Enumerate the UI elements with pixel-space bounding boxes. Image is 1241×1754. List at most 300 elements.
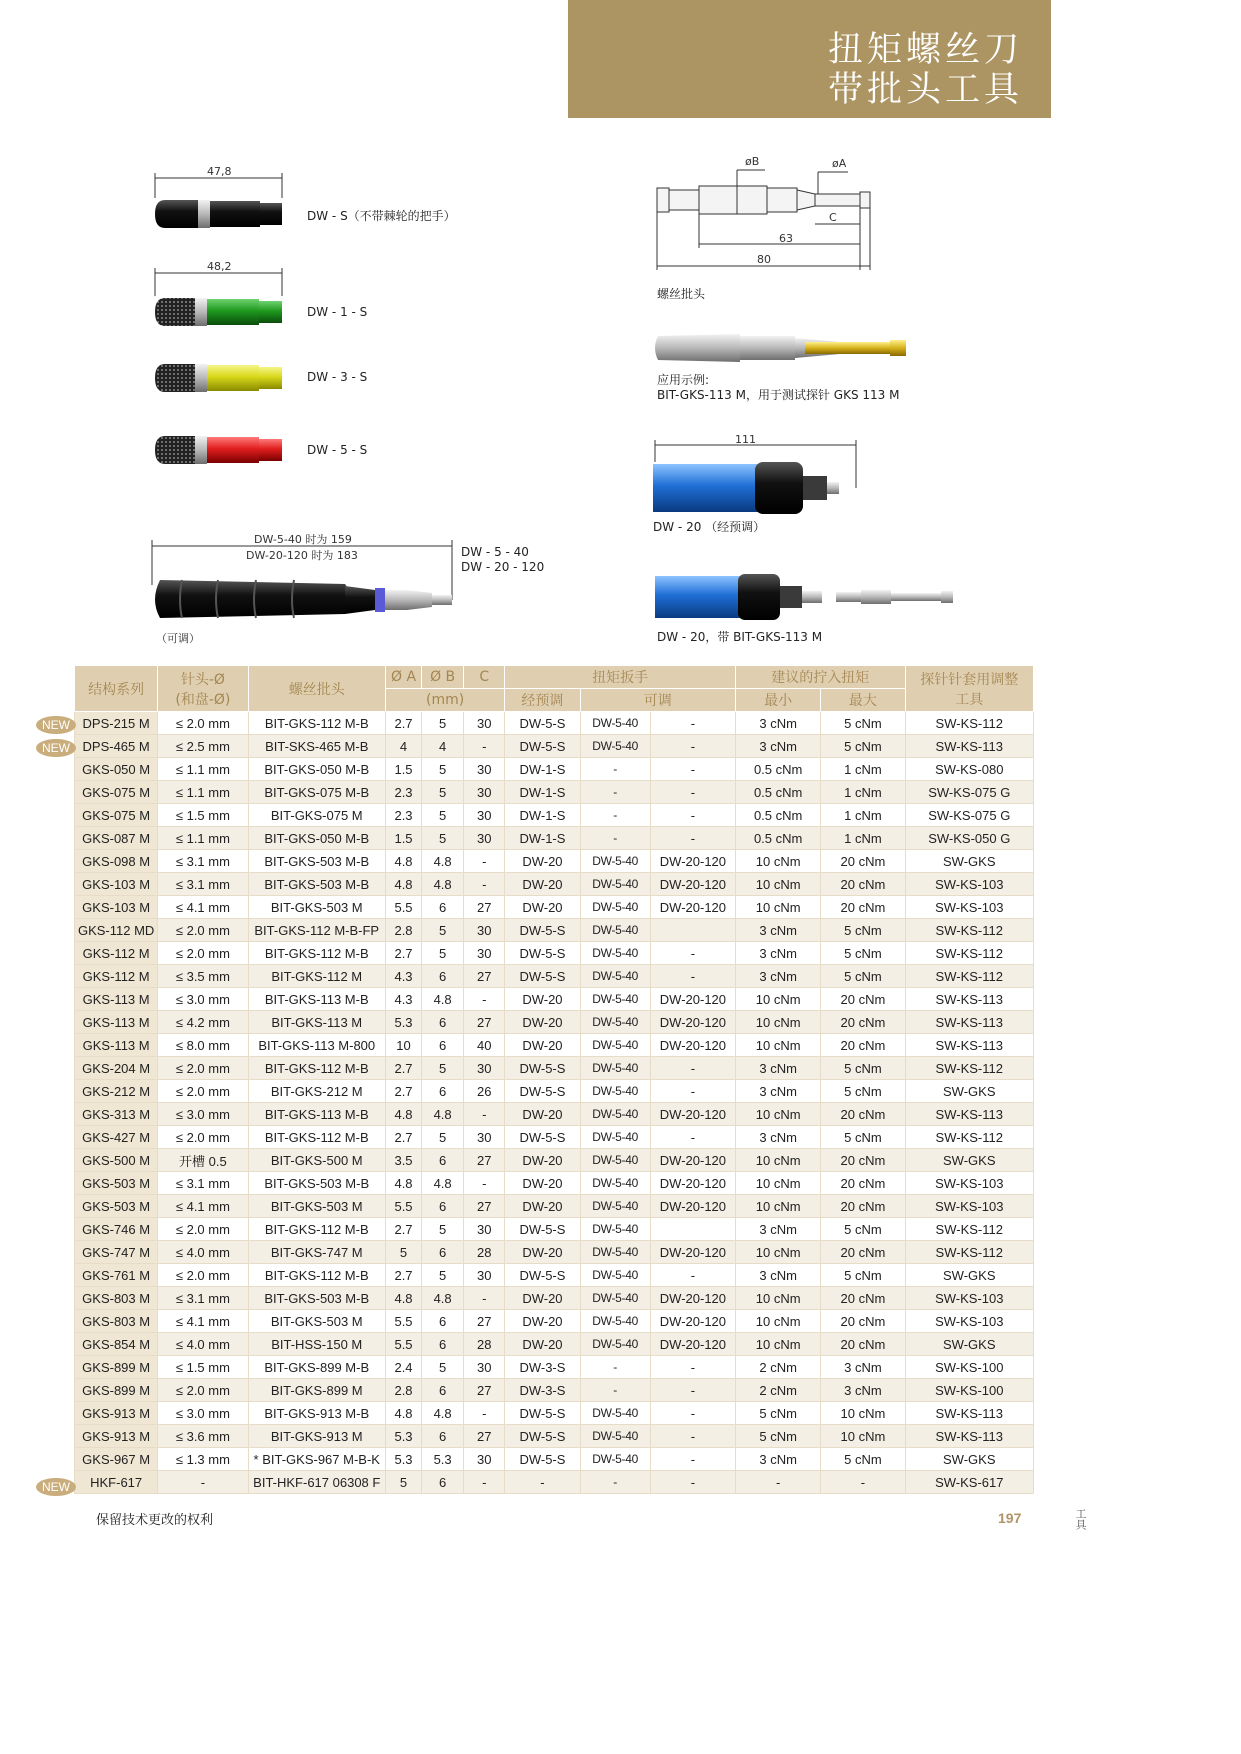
cell-oa: 2.7	[385, 1218, 421, 1241]
cell-torque-max: 5 cNm	[821, 1448, 905, 1471]
cell-oa: 4.8	[385, 1402, 421, 1425]
cell-adjustable-large	[650, 1218, 735, 1241]
cell-adjustable-large: -	[650, 781, 735, 804]
cell-torque-min: 3 cNm	[736, 1264, 821, 1287]
cell-tip: ≤ 4.2 mm	[158, 1011, 248, 1034]
header-adjustable: 可调	[580, 689, 735, 712]
table-row	[75, 781, 1034, 804]
cell-oa: 4	[385, 735, 421, 758]
cell-ob: 6	[422, 1379, 464, 1402]
cell-series: GKS-913 M	[75, 1425, 158, 1448]
table-row	[75, 1057, 1034, 1080]
header-series: 结构系列	[75, 666, 158, 712]
cell-ob: 4.8	[422, 1402, 464, 1425]
table-row	[75, 1080, 1034, 1103]
cell-adjust-tool: SW-KS-112	[905, 1218, 1033, 1241]
cell-series: GKS-746 M	[75, 1218, 158, 1241]
cell-series: GKS-899 M	[75, 1356, 158, 1379]
cell-adjust-tool: SW-KS-112	[905, 1057, 1033, 1080]
cell-oa: 2.7	[385, 942, 421, 965]
cell-adjust-tool: SW-KS-112	[905, 965, 1033, 988]
cell-adjustable-small: DW-5-40	[580, 1425, 650, 1448]
cell-torque-max: 3 cNm	[821, 1356, 905, 1379]
dw-s-dimension: 47,8	[207, 165, 232, 178]
table-row	[75, 850, 1034, 873]
page-title-line1: 扭矩螺丝刀	[827, 30, 1023, 70]
cell-ob: 5	[422, 712, 464, 735]
cell-bit: BIT-SKS-465 M-B	[248, 735, 385, 758]
cell-tip: ≤ 1.1 mm	[158, 827, 248, 850]
header-mm: (mm)	[385, 689, 504, 712]
cell-adjust-tool: SW-KS-112	[905, 712, 1033, 735]
cell-c: 26	[464, 1080, 505, 1103]
cell-adjust-tool: SW-KS-112	[905, 1126, 1033, 1149]
cell-ob: 6	[422, 1310, 464, 1333]
cell-torque-max: 5 cNm	[821, 919, 905, 942]
cell-series: GKS-313 M	[75, 1103, 158, 1126]
handle-dw-20-with-bit	[655, 574, 953, 620]
cell-bit: BIT-GKS-913 M-B	[248, 1402, 385, 1425]
cell-adjust-tool: SW-GKS	[905, 1264, 1033, 1287]
cell-torque-min: 3 cNm	[736, 942, 821, 965]
cell-adjust-tool: SW-KS-103	[905, 1287, 1033, 1310]
cell-torque-max: 5 cNm	[821, 1057, 905, 1080]
cell-series: GKS-747 M	[75, 1241, 158, 1264]
cell-adjust-tool: SW-KS-103	[905, 896, 1033, 919]
cell-adjust-tool: SW-GKS	[905, 850, 1033, 873]
cell-c: 30	[464, 1264, 505, 1287]
cell-adjustable-small: DW-5-40	[580, 896, 650, 919]
cell-bit: BIT-GKS-747 M	[248, 1241, 385, 1264]
cell-torque-max: 5 cNm	[821, 942, 905, 965]
cell-preset: DW-20	[505, 850, 580, 873]
cell-torque-min: -	[736, 1471, 821, 1494]
cell-torque-min: 3 cNm	[736, 1057, 821, 1080]
cell-bit: BIT-GKS-112 M-B	[248, 712, 385, 735]
cell-adjust-tool: SW-KS-113	[905, 1011, 1033, 1034]
adjustable-note: （可调）	[156, 632, 200, 645]
cell-adjust-tool: SW-KS-113	[905, 1425, 1033, 1448]
page-number: 197	[998, 1510, 1022, 1526]
cell-tip: ≤ 3.5 mm	[158, 965, 248, 988]
cell-c: -	[464, 988, 505, 1011]
cell-adjustable-small: DW-5-40	[580, 1241, 650, 1264]
table-row	[75, 965, 1034, 988]
cell-oa: 5.5	[385, 1310, 421, 1333]
table-row	[75, 1126, 1034, 1149]
adjustable-dimension-2: DW-20-120 时为 183	[246, 549, 358, 562]
header-tool	[905, 666, 1033, 712]
cell-torque-min: 2 cNm	[736, 1356, 821, 1379]
cell-torque-max: 5 cNm	[821, 1126, 905, 1149]
cell-series: GKS-112 M	[75, 942, 158, 965]
cell-ob: 4.8	[422, 988, 464, 1011]
cell-oa: 5	[385, 1241, 421, 1264]
cell-adjust-tool: SW-KS-113	[905, 735, 1033, 758]
example-title: 应用示例:	[657, 373, 710, 387]
cell-adjustable-large: -	[650, 1402, 735, 1425]
cell-adjust-tool: SW-KS-100	[905, 1356, 1033, 1379]
cell-series: GKS-913 M	[75, 1402, 158, 1425]
cell-ob: 6	[422, 965, 464, 988]
cell-tip: ≤ 3.1 mm	[158, 1172, 248, 1195]
cell-ob: 6	[422, 896, 464, 919]
cell-torque-min: 10 cNm	[736, 1241, 821, 1264]
table-row	[75, 1103, 1034, 1126]
cell-torque-max: 1 cNm	[821, 781, 905, 804]
cell-adjustable-large: -	[650, 1080, 735, 1103]
table-row	[75, 896, 1034, 919]
cell-bit: BIT-HSS-150 M	[248, 1333, 385, 1356]
cell-adjustable-small: DW-5-40	[580, 1034, 650, 1057]
cell-ob: 6	[422, 1195, 464, 1218]
cell-torque-min: 0.5 cNm	[736, 827, 821, 850]
cell-c: 30	[464, 1218, 505, 1241]
cell-oa: 4.3	[385, 965, 421, 988]
cell-bit: BIT-GKS-075 M-B	[248, 781, 385, 804]
cell-series: GKS-103 M	[75, 873, 158, 896]
cell-preset: DW-5-S	[505, 1402, 580, 1425]
cell-c: -	[464, 735, 505, 758]
cell-adjustable-small: DW-5-40	[580, 1103, 650, 1126]
cell-series: GKS-899 M	[75, 1379, 158, 1402]
cell-preset: DW-5-S	[505, 735, 580, 758]
cell-bit: BIT-GKS-899 M	[248, 1379, 385, 1402]
cell-torque-min: 3 cNm	[736, 919, 821, 942]
cell-c: 30	[464, 1057, 505, 1080]
cell-adjust-tool: SW-KS-050 G	[905, 827, 1033, 850]
specification-table	[74, 665, 1034, 1494]
cell-oa: 2.7	[385, 1080, 421, 1103]
cell-torque-max: 20 cNm	[821, 1310, 905, 1333]
cell-oa: 2.7	[385, 1057, 421, 1080]
cell-oa: 2.3	[385, 804, 421, 827]
cell-adjustable-large: -	[650, 942, 735, 965]
cell-preset: DW-20	[505, 1287, 580, 1310]
cell-torque-min: 10 cNm	[736, 896, 821, 919]
cell-oa: 4.3	[385, 988, 421, 1011]
cell-bit: * BIT-GKS-967 M-B-K	[248, 1448, 385, 1471]
cell-c: 30	[464, 781, 505, 804]
cell-torque-min: 0.5 cNm	[736, 758, 821, 781]
cell-adjustable-small: DW-5-40	[580, 1195, 650, 1218]
cell-ob: 6	[422, 1034, 464, 1057]
cell-bit: BIT-GKS-112 M	[248, 965, 385, 988]
cell-torque-max: 5 cNm	[821, 1264, 905, 1287]
cell-ob: 6	[422, 1241, 464, 1264]
cell-tip: ≤ 4.1 mm	[158, 896, 248, 919]
cell-preset: DW-3-S	[505, 1356, 580, 1379]
cell-series: GKS-803 M	[75, 1310, 158, 1333]
cell-adjustable-large: -	[650, 1471, 735, 1494]
cell-oa: 4.8	[385, 1103, 421, 1126]
bit-dim-80: 80	[757, 253, 771, 266]
cell-torque-max: 1 cNm	[821, 758, 905, 781]
cell-tip: ≤ 4.1 mm	[158, 1310, 248, 1333]
cell-torque-max: 10 cNm	[821, 1425, 905, 1448]
cell-adjust-tool: SW-GKS	[905, 1080, 1033, 1103]
cell-adjustable-large: DW-20-120	[650, 1149, 735, 1172]
cell-adjust-tool: SW-KS-100	[905, 1379, 1033, 1402]
table-row	[75, 1402, 1034, 1425]
cell-c: -	[464, 873, 505, 896]
cell-adjustable-small: DW-5-40	[580, 712, 650, 735]
adjustable-label-2: DW - 20 - 120	[461, 560, 545, 574]
handle-dw-1-s	[155, 268, 282, 326]
cell-torque-max: 20 cNm	[821, 1103, 905, 1126]
cell-series: GKS-112 M	[75, 965, 158, 988]
table-body	[75, 712, 1034, 1494]
cell-adjustable-small: DW-5-40	[580, 1287, 650, 1310]
cell-preset: DW-1-S	[505, 804, 580, 827]
table-row	[75, 873, 1034, 896]
cell-torque-min: 10 cNm	[736, 1287, 821, 1310]
footer-note: 保留技术更改的权利	[96, 1513, 214, 1528]
cell-preset: DW-5-S	[505, 1448, 580, 1471]
cell-series: GKS-087 M	[75, 827, 158, 850]
cell-tip: ≤ 1.1 mm	[158, 781, 248, 804]
cell-adjustable-large: DW-20-120	[650, 1103, 735, 1126]
cell-adjustable-large: -	[650, 965, 735, 988]
cell-adjust-tool: SW-KS-113	[905, 988, 1033, 1011]
cell-preset: DW-20	[505, 1149, 580, 1172]
header-tool-line1: 探针针套用调整	[920, 671, 1019, 688]
cell-preset: DW-5-S	[505, 919, 580, 942]
table-row	[75, 1425, 1034, 1448]
table-row	[75, 1011, 1034, 1034]
handle-dw-3-s	[155, 364, 282, 392]
cell-oa: 5.5	[385, 1195, 421, 1218]
cell-torque-min: 10 cNm	[736, 1034, 821, 1057]
cell-tip: ≤ 2.0 mm	[158, 1264, 248, 1287]
cell-adjust-tool: SW-GKS	[905, 1333, 1033, 1356]
cell-adjustable-large: DW-20-120	[650, 1310, 735, 1333]
cell-adjustable-small: -	[580, 1356, 650, 1379]
cell-adjust-tool: SW-GKS	[905, 1149, 1033, 1172]
cell-series: GKS-803 M	[75, 1287, 158, 1310]
cell-adjustable-small: DW-5-40	[580, 850, 650, 873]
table-row	[75, 1310, 1034, 1333]
cell-series: GKS-113 M	[75, 988, 158, 1011]
cell-adjustable-large: DW-20-120	[650, 1287, 735, 1310]
cell-c: -	[464, 1172, 505, 1195]
cell-torque-max: 5 cNm	[821, 712, 905, 735]
cell-c: 27	[464, 965, 505, 988]
dw-1s-dimension: 48,2	[207, 260, 232, 273]
cell-adjustable-small: -	[580, 1471, 650, 1494]
cell-torque-min: 2 cNm	[736, 1379, 821, 1402]
cell-tip: 开槽 0.5	[158, 1149, 248, 1172]
cell-torque-min: 3 cNm	[736, 712, 821, 735]
cell-tip: ≤ 3.0 mm	[158, 1402, 248, 1425]
cell-torque-min: 10 cNm	[736, 1149, 821, 1172]
cell-series: GKS-050 M	[75, 758, 158, 781]
cell-c: -	[464, 850, 505, 873]
table-row	[75, 919, 1034, 942]
cell-adjust-tool: SW-KS-075 G	[905, 804, 1033, 827]
handle-dw-5-s	[155, 436, 282, 464]
table-row	[75, 1471, 1034, 1494]
cell-torque-min: 5 cNm	[736, 1402, 821, 1425]
cell-preset: DW-20	[505, 873, 580, 896]
cell-tip: ≤ 3.0 mm	[158, 988, 248, 1011]
page-title-line2: 带批头工具	[827, 70, 1023, 110]
cell-adjustable-large: -	[650, 804, 735, 827]
cell-preset: DW-5-S	[505, 942, 580, 965]
cell-torque-max: -	[821, 1471, 905, 1494]
cell-oa: 1.5	[385, 758, 421, 781]
cell-preset: DW-1-S	[505, 781, 580, 804]
cell-torque-max: 5 cNm	[821, 1080, 905, 1103]
cell-ob: 6	[422, 1011, 464, 1034]
cell-series: GKS-500 M	[75, 1149, 158, 1172]
cell-bit: BIT-GKS-113 M-800	[248, 1034, 385, 1057]
cell-torque-max: 10 cNm	[821, 1402, 905, 1425]
cell-c: 30	[464, 804, 505, 827]
cell-torque-max: 20 cNm	[821, 1241, 905, 1264]
table-row	[75, 827, 1034, 850]
cell-c: 27	[464, 896, 505, 919]
cell-oa: 2.3	[385, 781, 421, 804]
cell-tip: ≤ 4.0 mm	[158, 1333, 248, 1356]
cell-tip: ≤ 1.5 mm	[158, 804, 248, 827]
cell-oa: 5.3	[385, 1425, 421, 1448]
cell-preset: DW-20	[505, 1195, 580, 1218]
header-ob: Ø B	[422, 666, 464, 689]
cell-ob: 4.8	[422, 850, 464, 873]
adjustable-dimension-1: DW-5-40 时为 159	[254, 533, 352, 546]
cell-adjust-tool: SW-KS-103	[905, 1310, 1033, 1333]
table-row	[75, 758, 1034, 781]
cell-preset: DW-20	[505, 1103, 580, 1126]
header-max: 最大	[821, 689, 905, 712]
cell-tip: ≤ 2.0 mm	[158, 1379, 248, 1402]
cell-series: GKS-854 M	[75, 1333, 158, 1356]
cell-ob: 4.8	[422, 1172, 464, 1195]
cell-bit: BIT-GKS-503 M	[248, 1195, 385, 1218]
cell-preset: DW-5-S	[505, 1425, 580, 1448]
cell-adjust-tool: SW-KS-103	[905, 1195, 1033, 1218]
cell-tip: ≤ 4.1 mm	[158, 1195, 248, 1218]
cell-adjustable-small: DW-5-40	[580, 1057, 650, 1080]
cell-preset: DW-5-S	[505, 1264, 580, 1287]
cell-ob: 5	[422, 1057, 464, 1080]
cell-torque-min: 5 cNm	[736, 1425, 821, 1448]
cell-adjustable-small: DW-5-40	[580, 1080, 650, 1103]
cell-adjust-tool: SW-KS-113	[905, 1402, 1033, 1425]
cell-oa: 2.8	[385, 919, 421, 942]
cell-bit: BIT-GKS-503 M	[248, 896, 385, 919]
cell-adjust-tool: SW-KS-112	[905, 942, 1033, 965]
cell-oa: 4.8	[385, 1172, 421, 1195]
cell-adjustable-small: DW-5-40	[580, 1448, 650, 1471]
table-row	[75, 804, 1034, 827]
cell-oa: 5.3	[385, 1011, 421, 1034]
header-tip	[158, 666, 248, 712]
cell-adjustable-small: -	[580, 1379, 650, 1402]
cell-bit: BIT-GKS-075 M	[248, 804, 385, 827]
cell-adjustable-large: -	[650, 1379, 735, 1402]
table-row	[75, 712, 1034, 735]
cell-bit: BIT-GKS-913 M	[248, 1425, 385, 1448]
cell-adjustable-small: DW-5-40	[580, 1172, 650, 1195]
header-c: C	[464, 666, 505, 689]
cell-bit: BIT-GKS-503 M	[248, 1310, 385, 1333]
table-row	[75, 1333, 1034, 1356]
cell-c: 27	[464, 1425, 505, 1448]
cell-torque-max: 1 cNm	[821, 827, 905, 850]
cell-torque-max: 3 cNm	[821, 1379, 905, 1402]
cell-tip: ≤ 3.6 mm	[158, 1425, 248, 1448]
cell-adjustable-small: -	[580, 804, 650, 827]
table-row	[75, 1356, 1034, 1379]
cell-torque-max: 1 cNm	[821, 804, 905, 827]
cell-preset: DW-20	[505, 1333, 580, 1356]
cell-bit: BIT-GKS-112 M-B	[248, 1218, 385, 1241]
cell-ob: 5	[422, 758, 464, 781]
cell-torque-max: 20 cNm	[821, 1195, 905, 1218]
cell-torque-min: 10 cNm	[736, 1103, 821, 1126]
cell-oa: 2.7	[385, 712, 421, 735]
cell-adjustable-large: -	[650, 758, 735, 781]
cell-bit: BIT-GKS-503 M-B	[248, 1287, 385, 1310]
cell-preset: DW-5-S	[505, 712, 580, 735]
cell-preset: DW-1-S	[505, 758, 580, 781]
cell-adjustable-large: DW-20-120	[650, 1172, 735, 1195]
cell-torque-min: 3 cNm	[736, 965, 821, 988]
cell-torque-max: 20 cNm	[821, 988, 905, 1011]
cell-series: GKS-204 M	[75, 1057, 158, 1080]
cell-preset: DW-20	[505, 1011, 580, 1034]
cell-bit: BIT-GKS-112 M-B	[248, 1057, 385, 1080]
header-oa: Ø A	[385, 666, 421, 689]
cell-ob: 5	[422, 804, 464, 827]
bit-photo	[655, 334, 906, 362]
cell-torque-min: 3 cNm	[736, 1448, 821, 1471]
cell-preset: DW-5-S	[505, 1057, 580, 1080]
cell-oa: 5	[385, 1471, 421, 1494]
cell-adjust-tool: SW-KS-617	[905, 1471, 1033, 1494]
cell-series: GKS-967 M	[75, 1448, 158, 1471]
side-tab-label: 工具	[1074, 1508, 1087, 1530]
cell-series: GKS-098 M	[75, 850, 158, 873]
cell-series: DPS-465 M	[75, 735, 158, 758]
cell-oa: 4.8	[385, 850, 421, 873]
cell-c: 27	[464, 1149, 505, 1172]
cell-tip: ≤ 2.0 mm	[158, 942, 248, 965]
cell-oa: 2.7	[385, 1126, 421, 1149]
header-tool-line2: 工具	[955, 691, 984, 708]
cell-tip: ≤ 2.0 mm	[158, 1218, 248, 1241]
cell-adjust-tool: SW-KS-113	[905, 1034, 1033, 1057]
cell-adjustable-large: -	[650, 1264, 735, 1287]
table-row	[75, 1287, 1034, 1310]
table-row	[75, 1218, 1034, 1241]
cell-oa: 5.3	[385, 1448, 421, 1471]
cell-c: -	[464, 1287, 505, 1310]
new-badge: NEW	[36, 716, 76, 734]
cell-ob: 5	[422, 1356, 464, 1379]
table-row	[75, 988, 1034, 1011]
dw-s-label: DW - S（不带棘轮的把手）	[307, 209, 456, 223]
adjustable-label-1: DW - 5 - 40	[461, 545, 529, 559]
cell-torque-max: 5 cNm	[821, 735, 905, 758]
cell-adjust-tool: SW-GKS	[905, 1448, 1033, 1471]
cell-adjustable-large: -	[650, 1425, 735, 1448]
cell-c: 30	[464, 712, 505, 735]
cell-torque-min: 3 cNm	[736, 1080, 821, 1103]
cell-adjustable-large: DW-20-120	[650, 1195, 735, 1218]
